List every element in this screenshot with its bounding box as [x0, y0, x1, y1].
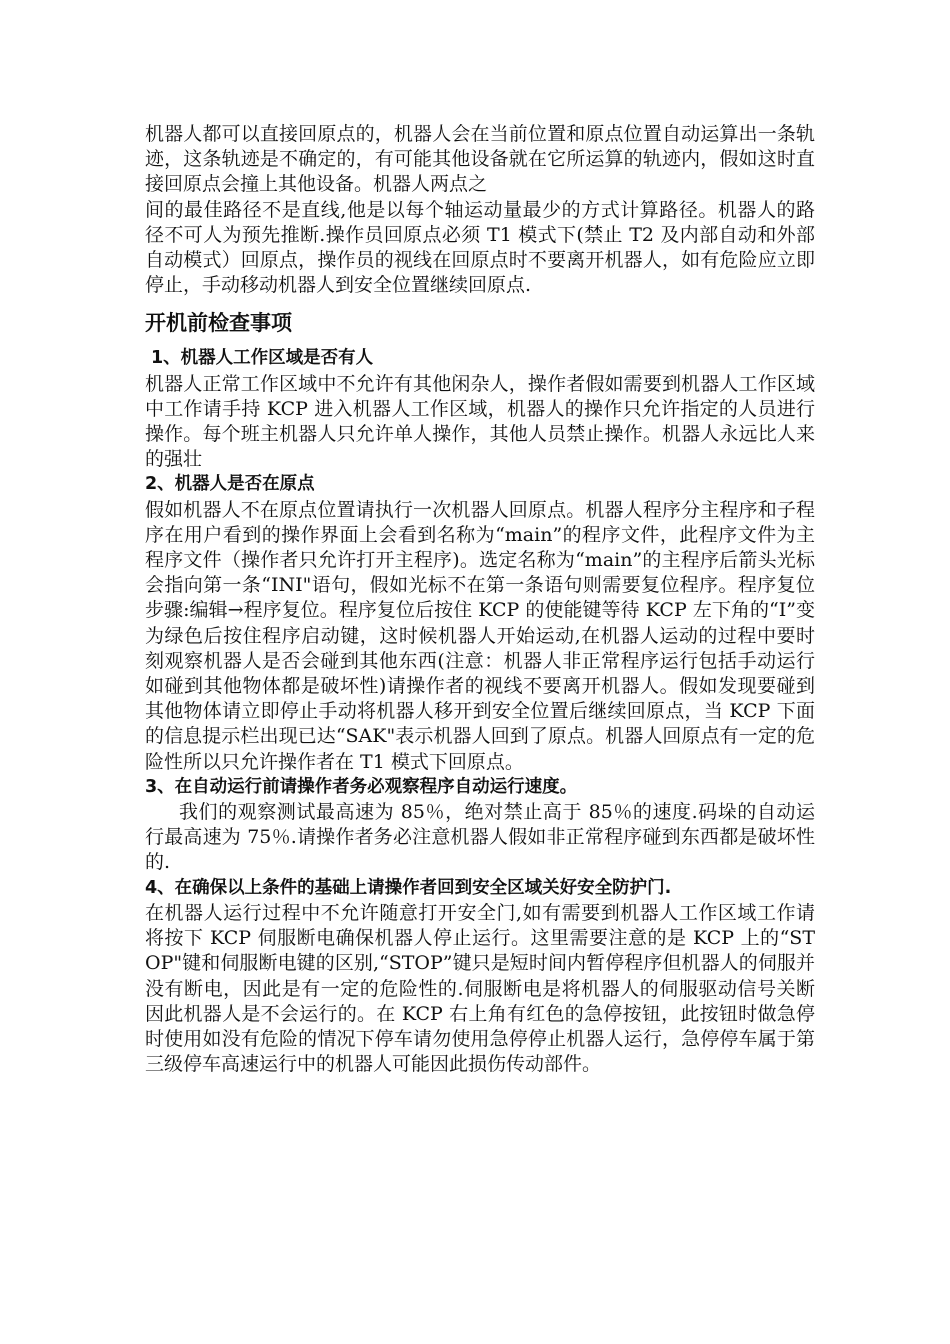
item-2-title: 2、机器人是否在原点 [145, 474, 315, 495]
item-3-title: 3、在自动运行前请操作者务必观察程序自动运行速度。 [145, 776, 578, 797]
section-heading: 开机前检查事项 [145, 311, 292, 336]
intro-paragraph-2: 间的最佳路径不是直线,他是以每个轴运动量最少的方式计算路径。机器人的路径不可人为预先推断.操作员回原点必须 T1 模式下(禁止 T2 及内部自动和外部自动模式）回原点，操作员的视线在回原点时不要离开机器人，如有危险应立即停止，手动移动机器人到安全位置继续回原点. [145, 198, 815, 297]
item-2-body: 假如机器人不在原点位置请执行一次机器人回原点。机器人程序分主程序和子程序在用户看到的操作界面上会看到名称为“main”的程序文件，此程序文件为主程序文件（操作者只允许打开主程序)。选定名称为“main”的主程序后箭头光标会指向第一条“INI"语句，假如光标不在第一条语句则需要复位程序。程序复位步骤:编辑→程序复位。程序复位后按住 KCP 的使能键等待 KCP 左下角的“I”变为绿色后按住程序启动键，这时候机器人开始运动,在机器人运动的过程中要时刻观察机器人是否会碰到其他东西(注意：机器人非正常程序运行包括手动运行如碰到其他物体都是破坏性)请操作者的视线不要离开机器人。假如发现要碰到其他物体请立即停止手动将机器人移开到安全位置后继续回原点，当 KCP 下面的信息提示栏出现已达“SAK"表示机器人回到了原点。机器人回原点有一定的危险性所以只允许操作者在 T1 模式下回原点。 [145, 498, 815, 773]
item-4-body: 在机器人运行过程中不允许随意打开安全门,如有需要到机器人工作区域工作请将按下 KCP 伺服断电确保机器人停止运行。这里需要注意的是 KCP 上的“STOP"键和伺服断电键的区别,“STOP”键只是短时间内暂停程序但机器人的伺服并没有断电，因此是有一定的危险性的.伺服断电是将机器人的伺服驱动信号关断因此机器人是不会运行的。在 KCP 右上角有红色的急停按钮，此按钮时做急停时使用如没有危险的情况下停车请勿使用急停停止机器人运行，急停停车属于第三级停车高速运行中的机器人可能因此损伤传动部件。 [145, 901, 815, 1076]
item-3-body: 我们的观察测试最高速为 85％，绝对禁止高于 85％的速度.码垛的自动运行最高速为 75％.请操作者务必注意机器人假如非正常程序碰到东西都是破坏性的. [145, 801, 815, 874]
intro-paragraph-1: 机器人都可以直接回原点的，机器人会在当前位置和原点位置自动运算出一条轨迹，这条轨迹是不确定的，有可能其他设备就在它所运算的轨迹内，假如这时直接回原点会撞上其他设备。机器人两点之 [145, 123, 815, 196]
item-4-title: 4、在确保以上条件的基础上请操作者回到安全区域关好安全防护门. [145, 877, 672, 898]
item-1-body: 机器人正常工作区域中不允许有其他闲杂人，操作者假如需要到机器人工作区域中工作请手持 KCP 进入机器人工作区域，机器人的操作只允许指定的人员进行操作。每个班主机器人只允许单人操作，其他人员禁止操作。机器人永远比人来的强壮 [145, 372, 815, 471]
document-page [145, 122, 815, 1077]
item-1-title: 1、机器人工作区域是否有人 [151, 348, 374, 369]
